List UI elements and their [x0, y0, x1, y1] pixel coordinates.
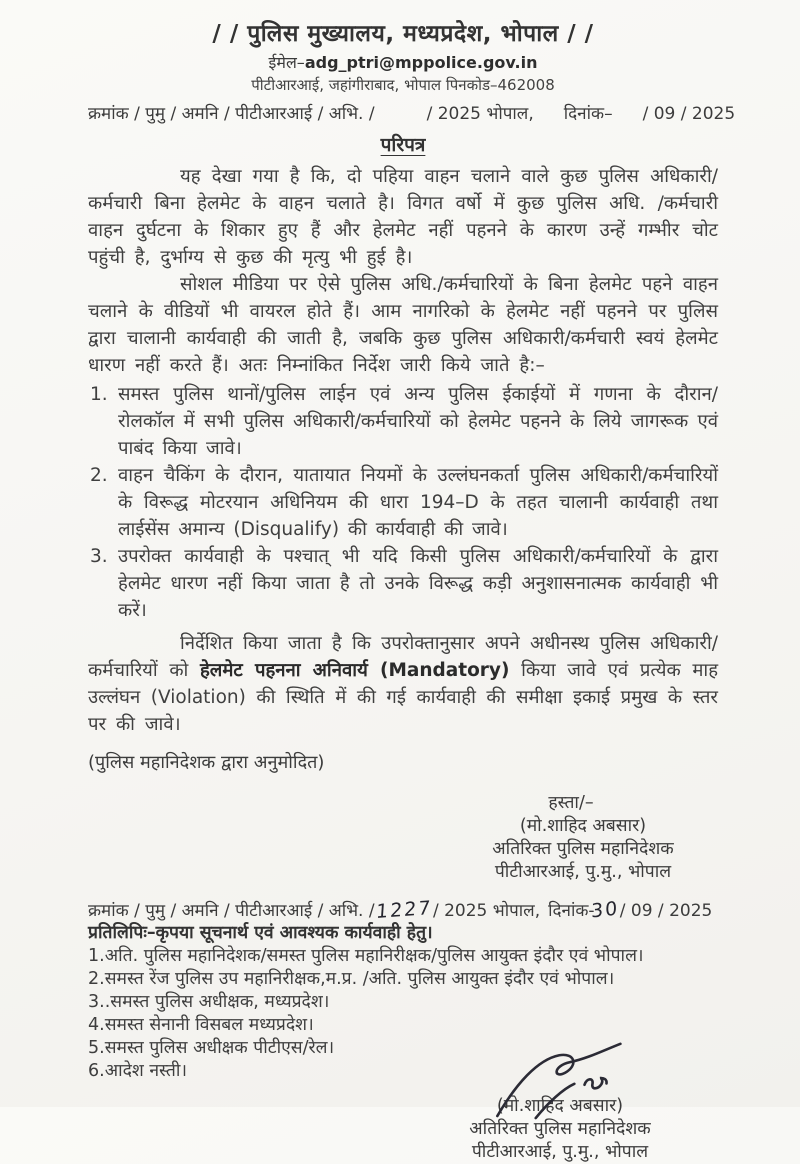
directive-item-1 — [88, 381, 718, 462]
closing-post: किया जावे एवं प्रत्येक माह उल्लंघन (Violation) की स्थिति में की गई कार्यवाही की समीक्षा इकाई प्रमुख के स्तर पर की जावे। — [88, 660, 719, 735]
directives-list — [88, 381, 718, 624]
signatory-designation: अतिरिक्त पुलिस महानिदेशक — [492, 839, 674, 859]
directive-item-3 — [88, 543, 718, 624]
directive-number: 1. — [90, 384, 108, 405]
directive-number: 2. — [90, 465, 108, 486]
approval-note: (पुलिस महानिदेशक द्वारा अनुमोदित) — [88, 752, 325, 773]
signatory-office: पीटीआरआई, पु.मु., भोपाल — [471, 1142, 649, 1162]
signature-block-bottom — [430, 1095, 690, 1164]
copy-list-item-6: 6.आदेश नस्ती। — [88, 1061, 187, 1081]
signatory-name: (मो.शाहिद अबसार) — [496, 1096, 624, 1116]
page-title: / / पुलिस मुख्यालय, मध्यप्रदेश, भोपाल / / — [212, 21, 594, 47]
circular-title: परिपत्र — [380, 134, 426, 156]
directive-text: उपरोक्त कार्यवाही के पश्चात् भी यदि किसी पुलिस अधिकारी/कर्मचारियों के द्वारा हेलमेट धारण नहीं किया जाता है तो उनके विरूद्ध कड़ी अनुशासनात्मक कार्यवाही भी करें। — [118, 546, 718, 621]
closing-pre: निर्देशित किया जाता है कि उपरोक्तानुसार अपने अधीनस्थ पुलिस अधिकारी/कर्मचारियों को — [88, 633, 718, 681]
copy-list-item-1: 1.अति. पुलिस महानिदेशक/समस्त पुलिस महानिरीक्षक/पुलिस आयुक्त इंदौर एवं भोपाल। — [88, 946, 644, 966]
ref-number-line — [88, 101, 736, 124]
copy-list-item-2: 2.समस्त रेंज पुलिस उप महानिरीक्षक,म.प्र. /अति. पुलिस आयुक्त इंदौर एवं भोपाल। — [88, 969, 615, 989]
handwritten-day: 30 — [590, 897, 619, 923]
date-value: / 09 / 2025 — [642, 104, 736, 124]
opening-paragraph: यह देखा गया है कि, दो पहिया वाहन चलाने वाले कुछ पुलिस अधिकारी/कर्मचारी बिना हेलमेट के वाहन चलाते है। विगत वर्षो में कुछ पुलिस अधि. /कर्मचारी वाहन दुर्घटना के शिकार हुए हैं और हेलमेट नहीं पहनने के कारण उन्हें गम्भीर चोट पहुंची है, दुर्भाग्य से कुछ की मृत्यु भी हुई है। — [88, 166, 718, 268]
email-address: adg_ptri@mppolice.gov.in — [304, 53, 538, 72]
date-value: / 09 / 2025 — [619, 901, 713, 921]
date-label: दिनांक- — [548, 901, 595, 921]
copy-list-item-3: 3..समस्त पुलिस अधीक्षक, मध्यप्रदेश। — [88, 992, 330, 1012]
signed-label: हस्ता/– — [548, 793, 594, 813]
ref-year: / 2025 भोपाल, — [432, 901, 541, 921]
ref-prefix: क्रमांक / पुमु / अमनि / पीटीआरआई / अभि. / — [88, 104, 375, 124]
directive-item-2 — [88, 462, 718, 543]
ref-number-line-filled — [88, 896, 718, 924]
signature-block-top — [458, 792, 708, 884]
copy-list-item-5: 5.समस्त पुलिस अधीक्षक पीटीएस/रेल। — [88, 1038, 335, 1058]
social-media-paragraph: सोशल मीडिया पर ऐसे पुलिस अधि./कर्मचारियों के बिना हेलमेट पहने वाहन चलाने के वीडियों भी वायरल होते हैं। आम नागरिको के हेलमेट नहीं पहनने पर पुलिस द्वारा चालानी कार्यवाही की जाती है, जबकि कुछ पुलिस अधिकारी/कर्मचारी स्वयं हेलमेट धारण नहीं करते हैं। अतः निम्नांकित निर्देश जारी किये जाते है:– — [88, 274, 718, 376]
email-label: ईमेल– — [268, 53, 305, 72]
directive-text: वाहन चैकिंग के दौरान, यातायात नियमों के उल्लंघनकर्ता पुलिस अधिकारी/कर्मचारियों के विरूद्ध मोटरयान अधिनियम की धारा 194–D के तहत चालानी कार्यवाही तथा लाईसेंस अमान्य (Disqualify) की कार्यवाही की जावे। — [118, 465, 718, 540]
mandatory-emphasis: हेलमेट पहनना अनिवार्य (Mandatory) — [199, 660, 510, 681]
copy-heading: प्रतिलिपिः–कृपया सूचनार्थ एवं आवश्यक कार्यवाही हेतु। — [88, 923, 433, 943]
email-line — [88, 51, 718, 73]
directive-text: समस्त पुलिस थानों/पुलिस लाईन एवं अन्य पुलिस ईकाईयों में गणना के दौरान/रोलकॉल में सभी पुलिस अधिकारी/कर्मचारियों को हेलमेट पहनने के लिये जागरूक एवं पाबंद किया जावे। — [118, 384, 718, 459]
closing-paragraph — [88, 630, 718, 738]
signatory-designation: अतिरिक्त पुलिस महानिदेशक — [469, 1119, 651, 1139]
ref-prefix: क्रमांक / पुमु / अमनि / पीटीआरआई / अभि. / — [88, 901, 375, 921]
copy-list-item-4: 4.समस्त सेनानी विसबल मध्यप्रदेश। — [88, 1015, 314, 1035]
date-label: दिनांक– — [563, 104, 613, 124]
handwritten-ref-number: 1227 — [374, 896, 433, 924]
ref-year: / 2025 भोपाल, — [426, 104, 534, 124]
signatory-name: (मो.शाहिद अबसार) — [519, 816, 647, 836]
signatory-office: पीटीआरआई, पु.मु., भोपाल — [494, 862, 672, 882]
directive-number: 3. — [90, 546, 108, 567]
address-line: पीटीआरआई, जहांगीराबाद, भोपाल पिनकोड–462008 — [251, 76, 555, 94]
